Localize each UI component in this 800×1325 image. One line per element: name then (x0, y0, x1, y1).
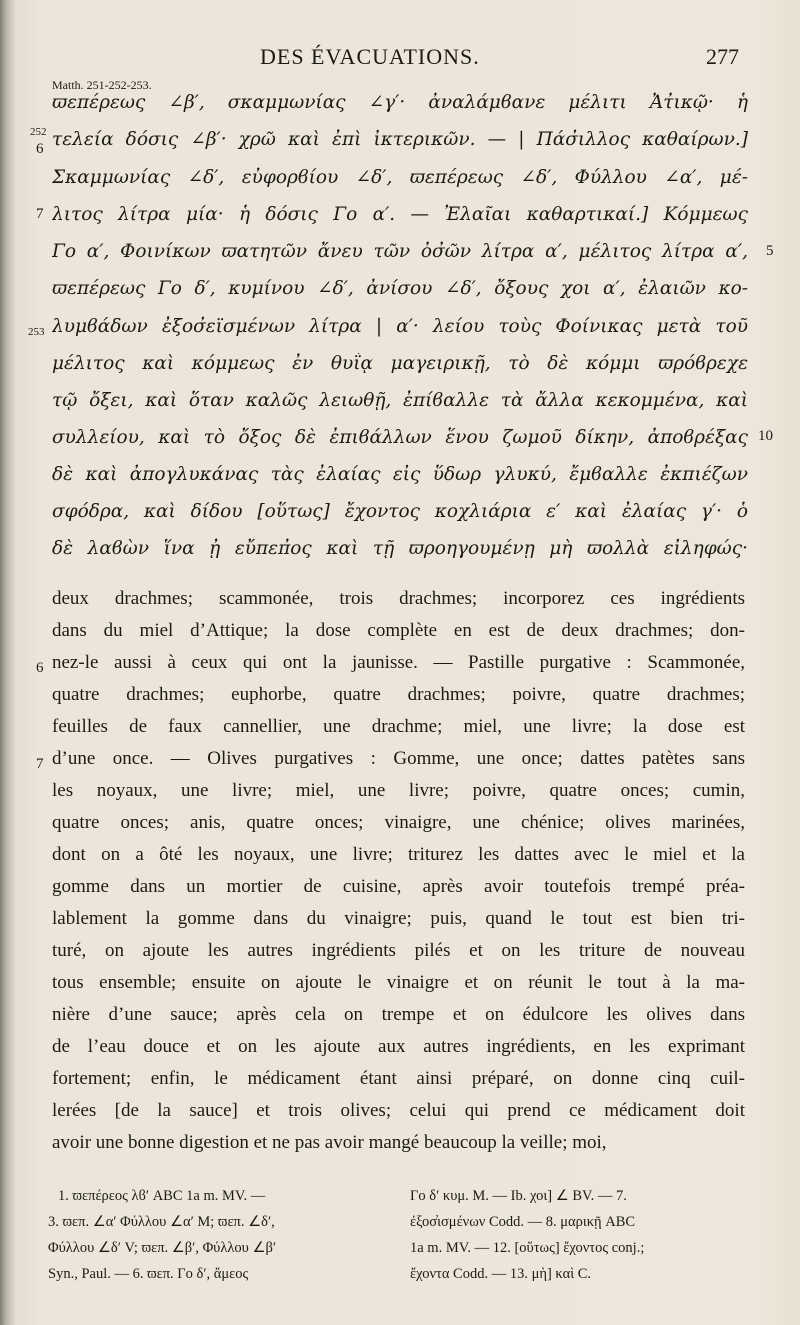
french-line: feuilles de faux cannellier, une drachme; miel, une livre; la dose est (52, 716, 745, 737)
greek-line: ϖεπέρεως ∠β′, σκαμμωνίας ∠γ′· ἀναλάμϐανε μέλιτι Ἀτ̓ικῷ· ἡ (52, 92, 748, 113)
greek-line: δὲ λαϐὼν ἵνα ᾖ εὔπεπ̓ος καὶ τῇ ϖροηγουμένῃ μὴ ϖολλὰ εἰληφώς· (52, 538, 748, 559)
french-line: dont on a ôté les noyaux, une livre; triturez les dattes avec le miel et la (52, 844, 745, 865)
greek-line: Γο α′, Φοινίκων ϖατητῶν ἄνευ τῶν ὀσ̓ῶν λίτρα α′, μέλιτος λίτρα α′, (52, 241, 748, 262)
greek-line: σφόδρα, καὶ δίδου [οὕτως] ἔχοντος κοχλιάρια ε′ καὶ ἐλαίας γ′· ὁ (52, 501, 748, 522)
french-line: d’une once. — Olives purgatives : Gomme, une once; dattes patètes sans (52, 748, 745, 769)
greek-line: λυμϐάδων ἐξοσ̓εϊσμένων λίτρα | α′· λείου τοὺς Φοίνικας μετὰ τοῦ (52, 316, 748, 337)
margin-number: 5 (766, 243, 774, 259)
french-line: tous ensemble; ensuite on ajoute le vinaigre et on réunit le tout à la ma- (52, 972, 745, 993)
running-head: DES ÉVACUATIONS. (260, 44, 480, 69)
footnote-line: ἐξοσ̓ισμένων Codd. — 8. μαρικῇ ABC (410, 1214, 636, 1230)
margin-number: 10 (758, 428, 773, 444)
footnote-line: ἔχοντα Codd. — 13. μὴ] καὶ C. (410, 1266, 592, 1282)
greek-line: μέλιτος καὶ κόμμεως ἐν θυΐᾳ μαγειρικῇ, τὸ δὲ κόμμι ϖρόϐρεχε (52, 353, 748, 374)
greek-line: τῷ ὄξει, καὶ ὅταν καλῶς λειωθῇ, ἐπίϐαλλε τὰ ἄλλα κεκομμένα, καὶ (52, 390, 748, 411)
french-line: fortement; enfin, le médicament étant ainsi préparé, on donne cinq cuil- (52, 1068, 745, 1089)
french-line: turé, on ajoute les autres ingrédients pilés et on les triture de nouveau (52, 940, 745, 961)
greek-line: τελεία δόσις ∠β′· χρῶ καὶ ἐπὶ ἰκτερικῶν. — | Πάσ̓ιλλος καθαίρων.] (52, 129, 748, 150)
footnote-line: 3. ϖεπ. ∠α′ Φύλλου ∠α′ M; ϖεπ. ∠δ′, (48, 1214, 275, 1230)
footnote-line: 1. ϖεπέρεος λϐ′ ABC 1a m. MV. — (58, 1188, 266, 1204)
source-reference: Matth. 251-252-253. (52, 78, 152, 92)
french-line: quatre onces; anis, quatre onces; vinaigre, une chénice; olives marinées, (52, 812, 745, 833)
french-line: lablement la gomme dans du vinaigre; puis, quand le tout est bien tri- (52, 908, 745, 929)
french-line: lerées [de la sauce] et trois olives; celui qui prend ce médicament doit (52, 1100, 745, 1121)
margin-number: 252 (30, 126, 47, 138)
french-line: nière d’une sauce; après cela on trempe et on édulcore les olives dans (52, 1004, 745, 1025)
greek-line: ϖεπέρεως Γο δ′, κυμίνου ∠δ′, ἀνίσου ∠δ′, ὄξους χοι α′, ἐλαιῶν κο- (52, 278, 748, 299)
french-line: gomme dans un mortier de cuisine, après avoir toutefois trempé préa- (52, 876, 745, 897)
french-line: dans du miel d’Attique; la dose complète en est de deux drachmes; don- (52, 620, 745, 641)
french-line: les noyaux, une livre; miel, une livre; poivre, quatre onces; cumin, (52, 780, 745, 801)
footnote-line: Γο δ′ κυμ. M. — Ib. χοι] ∠ BV. — 7. (410, 1188, 627, 1204)
french-line: quatre drachmes; euphorbe, quatre drachmes; poivre, quatre drachmes; (52, 684, 745, 705)
margin-number: 253 (28, 326, 45, 338)
footnote-line: 1a m. MV. — 12. [οὕτως] ἔχοντος conj.; (410, 1240, 645, 1256)
greek-line: δὲ καὶ ἀπογλυκάνας τὰς ἐλαίας εἰς ὕδωρ γλυκύ, ἔμϐαλλε ἐκπιέζων (52, 464, 748, 485)
greek-line: Σκαμμωνίας ∠δ′, εὐφορϐίου ∠δ′, ϖεπέρεως ∠δ′, Φύλλου ∠α′, μέ- (52, 167, 748, 188)
footnote-line: Φύλλου ∠δ′ V; ϖεπ. ∠β′, Φύλλου ∠β′ (48, 1240, 277, 1256)
margin-number: 6 (36, 660, 44, 676)
margin-number: 7 (36, 206, 44, 222)
greek-line: λιτος λίτρα μία· ἡ δόσις Γο α′. — Ἐλαῖαι καθαρτικαί.] Κόμμεως (52, 204, 748, 225)
french-line: deux drachmes; scammonée, trois drachmes; incorporez ces ingrédients (52, 588, 745, 609)
french-line: de l’eau douce et on les ajoute aux autres ingrédients, en les exprimant (52, 1036, 745, 1057)
page-number: 277 (706, 44, 739, 69)
french-line: avoir une bonne digestion et ne pas avoir mangé beaucoup la veille; moi, (52, 1132, 607, 1153)
margin-number: 6 (36, 141, 44, 157)
greek-line: συλλείου, καὶ τὸ ὄξος δὲ ἐπιϐάλλων ἕνου ζωμοῦ δίκην, ἀποϐρέξας (52, 427, 748, 448)
footnote-line: Syn., Paul. — 6. ϖεπ. Γο δ′, ἄμεος (48, 1266, 249, 1282)
margin-number: 7 (36, 756, 44, 772)
french-line: nez-le aussi à ceux qui ont la jaunisse. — Pastille purgative : Scammonée, (52, 652, 745, 673)
